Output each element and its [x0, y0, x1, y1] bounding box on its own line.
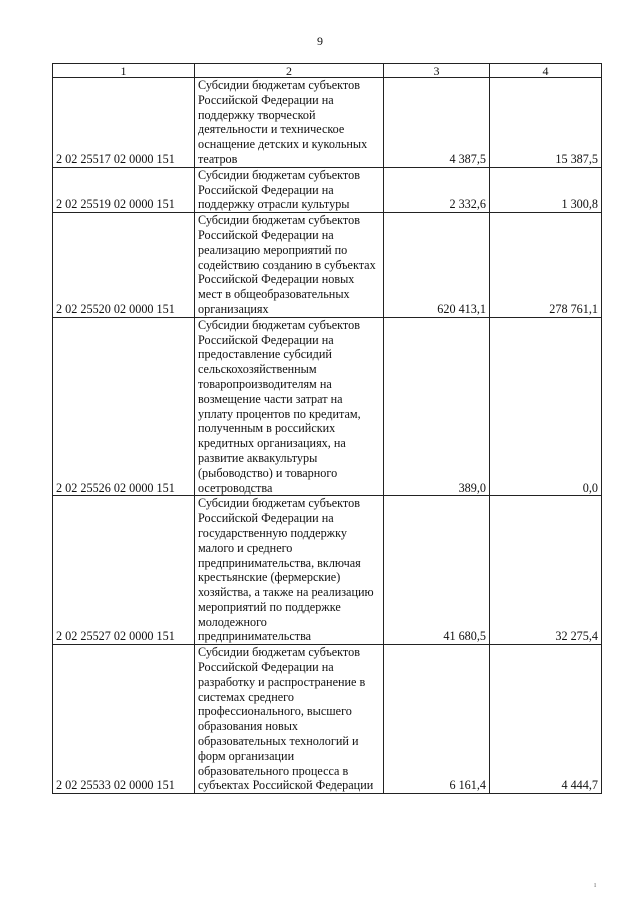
- page-number: 9: [317, 34, 323, 48]
- amount-col-3: 4 387,5: [384, 78, 490, 168]
- subsidy-name: Субсидии бюджетам субъектов Российской Федерации на разработку и распространение в системах среднего профессионального, высшего образования новых образовательных технологий и форм организации образовательного процесса в субъектах Российской Федерации: [195, 645, 384, 794]
- amount-col-3: 6 161,4: [384, 645, 490, 794]
- amount-col-4: 15 387,5: [490, 78, 602, 168]
- subsidy-name: Субсидии бюджетам субъектов Российской Федерации на поддержку творческой деятельности и техническое оснащение детских и кукольных театров: [195, 78, 384, 168]
- header-col-1: 1: [53, 64, 195, 78]
- budget-code: 2 02 25527 02 0000 151: [53, 496, 195, 645]
- amount-col-3: 389,0: [384, 317, 490, 496]
- budget-code: 2 02 25517 02 0000 151: [53, 78, 195, 168]
- header-col-4: 4: [490, 64, 602, 78]
- amount-col-4: 1 300,8: [490, 167, 602, 212]
- table-row: [53, 78, 602, 168]
- table-row: [53, 645, 602, 794]
- header-col-2: 2: [195, 64, 384, 78]
- amount-col-3: 41 680,5: [384, 496, 490, 645]
- budget-code: 2 02 25533 02 0000 151: [53, 645, 195, 794]
- table-row: [53, 496, 602, 645]
- subsidy-name: Субсидии бюджетам субъектов Российской Федерации на предоставление субсидий сельскохозяйственным товаропроизводителям на возмещение части затрат на уплату процентов по кредитам, полученным в российских кредитных организациях, на развитие аквакультуры (рыбоводство) и товарного осетроводства: [195, 317, 384, 496]
- scan-mark: ı: [594, 880, 597, 889]
- budget-table: [52, 63, 602, 794]
- amount-col-3: 2 332,6: [384, 167, 490, 212]
- amount-col-3: 620 413,1: [384, 213, 490, 318]
- budget-code: 2 02 25526 02 0000 151: [53, 317, 195, 496]
- table-row: [53, 167, 602, 212]
- amount-col-4: 32 275,4: [490, 496, 602, 645]
- budget-code: 2 02 25519 02 0000 151: [53, 167, 195, 212]
- budget-code: 2 02 25520 02 0000 151: [53, 213, 195, 318]
- amount-col-4: 0,0: [490, 317, 602, 496]
- amount-col-4: 278 761,1: [490, 213, 602, 318]
- subsidy-name: Субсидии бюджетам субъектов Российской Федерации на поддержку отрасли культуры: [195, 167, 384, 212]
- table-row: [53, 213, 602, 318]
- header-col-3: 3: [384, 64, 490, 78]
- subsidy-name: Субсидии бюджетам субъектов Российской Федерации на реализацию мероприятий по содействию созданию в субъектах Российской Федерации новых мест в общеобразовательных организациях: [195, 213, 384, 318]
- header-row: [53, 64, 602, 78]
- amount-col-4: 4 444,7: [490, 645, 602, 794]
- subsidy-name: Субсидии бюджетам субъектов Российской Федерации на государственную поддержку малого и среднего предпринимательства, включая крестьянские (фермерские) хозяйства, а также на реализацию мероприятий по поддержке молодежного предпринимательства: [195, 496, 384, 645]
- table-row: [53, 317, 602, 496]
